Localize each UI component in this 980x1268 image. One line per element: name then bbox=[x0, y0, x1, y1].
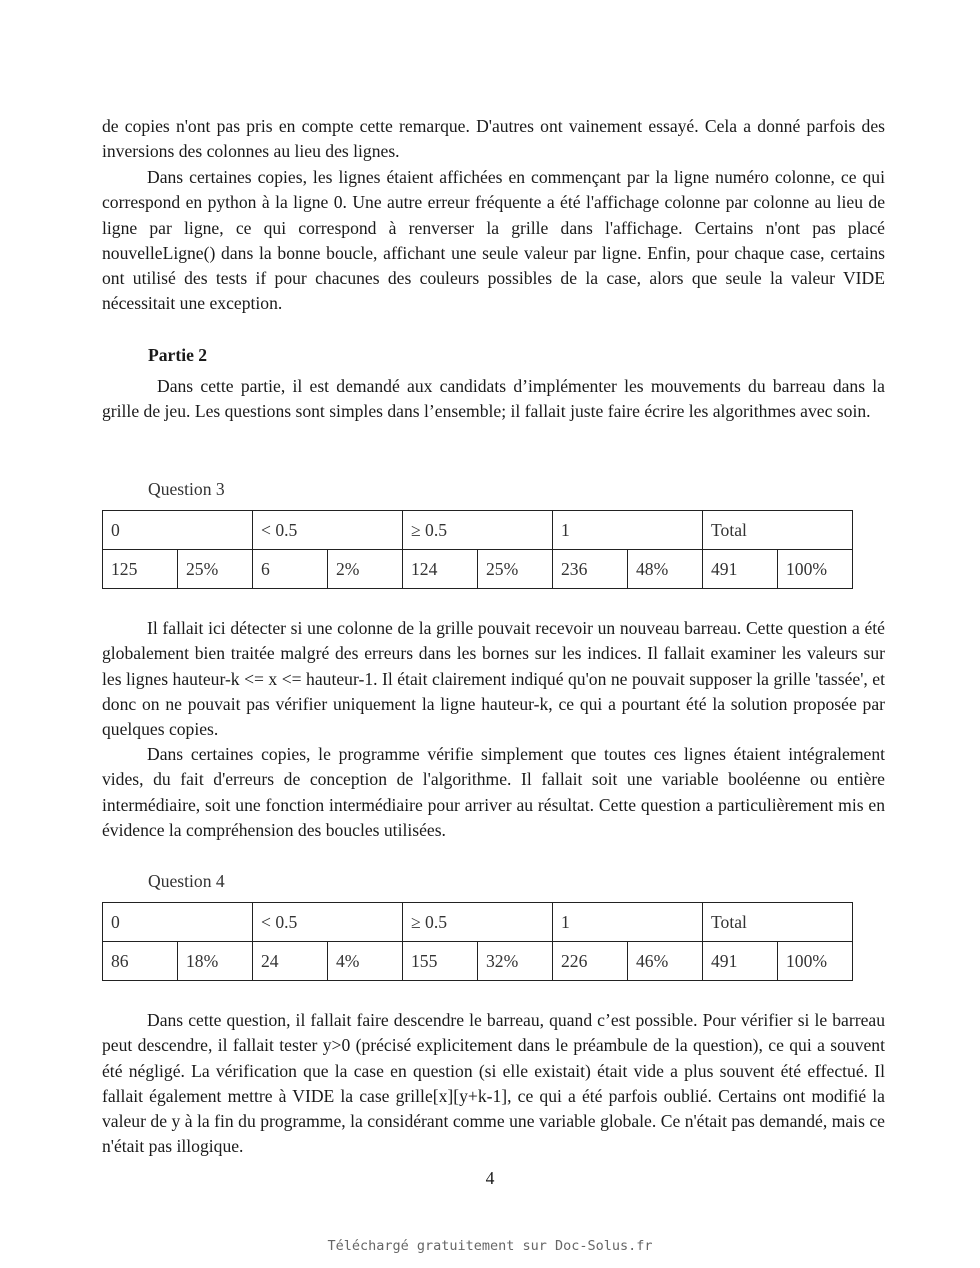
page-number: 4 bbox=[485, 1168, 495, 1188]
table-cell: 100% bbox=[778, 550, 853, 589]
paragraph-question-3-errors: Dans certaines copies, le programme vérifie simplement que toutes ces lignes étaient intégralement vides, du fait d'erreurs de conception de l'algorithme. Il fallait soit une variable booléenne ou entière intermédiaire, soit une fonction intermédiaire pour arriver au résultat. Cette question a particulièrement mis en évidence la compréhension des boucles utilisées. bbox=[102, 744, 885, 840]
table-cell: 24 bbox=[253, 942, 328, 981]
table-cell: 226 bbox=[553, 942, 628, 981]
table-cell: 236 bbox=[553, 550, 628, 589]
table-cell: 2% bbox=[328, 550, 403, 589]
table-cell: 100% bbox=[778, 942, 853, 981]
table-cell: 25% bbox=[178, 550, 253, 589]
download-footer: Téléchargé gratuitement sur Doc-Solus.fr bbox=[327, 1238, 653, 1254]
table-row bbox=[103, 550, 853, 589]
header-cell: 0 bbox=[103, 903, 253, 942]
table-cell: 18% bbox=[178, 942, 253, 981]
table-cell: 86 bbox=[103, 942, 178, 981]
table-cell: 32% bbox=[478, 942, 553, 981]
question-4-table bbox=[102, 902, 853, 981]
table-cell: 25% bbox=[478, 550, 553, 589]
paragraph-question-4-comment: Dans cette question, il fallait faire descendre le barreau, quand c’est possible. Pour vérifier si le barreau peut descendre, il fallait tester y>0 (précisé explicitement dans le préambule de la question), ce qui a souvent été négligé. La vérification que la case en question (si elle existait) était vide a plus souvent été effectué. Il fallait également mettre à VIDE la case grille[x][y+k-1], ce qui a été parfois oublié. Certains ont modifié la valeur de y à la fin du programme, la considérant comme une variable globale. Ce n'était pas demandé, mais ce n'était pas illogique. bbox=[102, 1010, 885, 1157]
table-header-row bbox=[103, 903, 853, 942]
table-header-row bbox=[103, 511, 853, 550]
header-cell: Total bbox=[703, 903, 853, 942]
table-cell: 6 bbox=[253, 550, 328, 589]
table-cell: 491 bbox=[703, 550, 778, 589]
table-row bbox=[103, 942, 853, 981]
question-4-label: Question 4 bbox=[148, 871, 225, 891]
paragraph-intro: de copies n'ont pas pris en compte cette remarque. D'autres ont vainement essayé. Cela a donné parfois des inversions des colonnes au lieu des lignes. bbox=[102, 116, 885, 162]
table-cell: 48% bbox=[628, 550, 703, 589]
table-cell: 125 bbox=[103, 550, 178, 589]
table-cell: 4% bbox=[328, 942, 403, 981]
table-cell: 46% bbox=[628, 942, 703, 981]
table-cell: 124 bbox=[403, 550, 478, 589]
paragraph-partie-2-intro: Dans cette partie, il est demandé aux candidats d’implémenter les mouvements du barreau dans la grille de jeu. Les questions sont simples dans l’ensemble; il fallait juste faire écrire les algorithmes avec soin. bbox=[102, 376, 885, 422]
header-cell: ≥ 0.5 bbox=[403, 903, 553, 942]
section-title-partie-2: Partie 2 bbox=[148, 345, 208, 365]
table-cell: 491 bbox=[703, 942, 778, 981]
table-cell: 155 bbox=[403, 942, 478, 981]
header-cell: 0 bbox=[103, 511, 253, 550]
header-cell: ≥ 0.5 bbox=[403, 511, 553, 550]
header-cell: < 0.5 bbox=[253, 903, 403, 942]
header-cell: 1 bbox=[553, 903, 703, 942]
question-3-table bbox=[102, 510, 853, 589]
question-3-label: Question 3 bbox=[148, 479, 225, 499]
paragraph-question-3-comment: Il fallait ici détecter si une colonne de la grille pouvait recevoir un nouveau barreau. Cette question a été globalement bien traitée malgré des erreurs dans les bornes sur les indices. Il fallait examiner les valeurs sur les lignes hauteur-k <= x <= hauteur-1. Il était clairement indiqué qu'on ne pouvait supposer la grille 'tassée', et donc on ne pouvait pas vérifier uniquement la ligne hauteur-k, ce qui a pourtant été la solution proposée par quelques copies. bbox=[102, 618, 885, 740]
header-cell: < 0.5 bbox=[253, 511, 403, 550]
paragraph-display-errors: Dans certaines copies, les lignes étaient affichées en commençant par la ligne numéro colonne, ce qui correspond en python à la ligne 0. Une autre erreur fréquente a été l'affichage colonne par colonne au lieu de ligne par ligne, ce qui correspond à renverser la grille dans l'affichage. Certains n'ont pas placé nouvelleLigne() dans la bonne boucle, affichant une seule valeur par ligne. Enfin, pour chaque case, certains ont utilisé des tests if pour chacunes des couleurs possibles de la case, alors que seule la valeur VIDE nécessitait une exception. bbox=[102, 167, 885, 314]
header-cell: 1 bbox=[553, 511, 703, 550]
header-cell: Total bbox=[703, 511, 853, 550]
